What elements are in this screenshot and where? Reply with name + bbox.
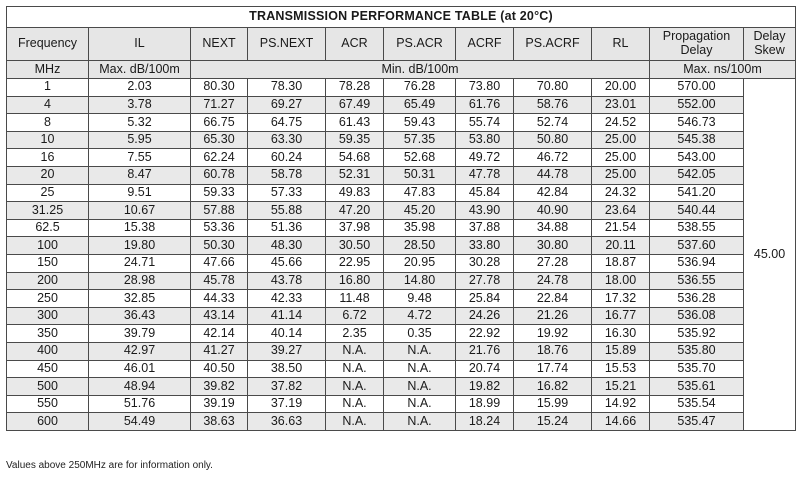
cell-ps-acr: N.A. (384, 378, 456, 396)
cell-frequency: 1 (7, 79, 89, 97)
cell-next: 80.30 (191, 79, 248, 97)
cell-next: 39.82 (191, 378, 248, 396)
cell-ps-acr: 47.83 (384, 184, 456, 202)
cell-propagation-delay: 536.28 (650, 290, 744, 308)
cell-acr: 49.83 (326, 184, 384, 202)
cell-acrf: 33.80 (456, 237, 514, 255)
cell-next: 41.27 (191, 342, 248, 360)
cell-frequency: 150 (7, 254, 89, 272)
header-il: IL (89, 28, 191, 61)
cell-acrf: 18.99 (456, 395, 514, 413)
table-row (7, 131, 796, 149)
cell-acrf: 61.76 (456, 96, 514, 114)
cell-frequency: 25 (7, 184, 89, 202)
table-row (7, 79, 796, 97)
cell-rl: 24.32 (592, 184, 650, 202)
cell-next: 47.66 (191, 254, 248, 272)
cell-ps-acr: N.A. (384, 360, 456, 378)
cell-next: 40.50 (191, 360, 248, 378)
cell-ps-acrf: 46.72 (514, 149, 592, 167)
cell-ps-next: 57.33 (248, 184, 326, 202)
transmission-performance-table (6, 6, 796, 431)
cell-il: 24.71 (89, 254, 191, 272)
cell-ps-next: 37.19 (248, 395, 326, 413)
unit-frequency: MHz (7, 61, 89, 79)
cell-propagation-delay: 535.54 (650, 395, 744, 413)
cell-ps-acrf: 70.80 (514, 79, 592, 97)
cell-il: 15.38 (89, 219, 191, 237)
cell-rl: 15.89 (592, 342, 650, 360)
cell-rl: 20.11 (592, 237, 650, 255)
column-header-row (7, 28, 796, 61)
cell-rl: 14.66 (592, 413, 650, 431)
cell-frequency: 20 (7, 166, 89, 184)
cell-ps-next: 78.30 (248, 79, 326, 97)
cell-il: 5.32 (89, 114, 191, 132)
cell-ps-acr: 57.35 (384, 131, 456, 149)
table-row (7, 307, 796, 325)
unit-il: Max. dB/100m (89, 61, 191, 79)
cell-ps-next: 36.63 (248, 413, 326, 431)
cell-acrf: 25.84 (456, 290, 514, 308)
cell-ps-acr: 35.98 (384, 219, 456, 237)
unit-min-db: Min. dB/100m (191, 61, 650, 79)
cell-il: 36.43 (89, 307, 191, 325)
cell-acr: 11.48 (326, 290, 384, 308)
cell-ps-acr: 9.48 (384, 290, 456, 308)
cell-il: 54.49 (89, 413, 191, 431)
cell-next: 42.14 (191, 325, 248, 343)
table-title: TRANSMISSION PERFORMANCE TABLE (at 20°C) (7, 7, 796, 28)
table-row (7, 395, 796, 413)
cell-ps-next: 39.27 (248, 342, 326, 360)
cell-ps-acr: N.A. (384, 413, 456, 431)
cell-acrf: 47.78 (456, 166, 514, 184)
cell-frequency: 16 (7, 149, 89, 167)
cell-ps-acr: 45.20 (384, 202, 456, 220)
cell-frequency: 4 (7, 96, 89, 114)
cell-acr: 30.50 (326, 237, 384, 255)
cell-acrf: 37.88 (456, 219, 514, 237)
cell-acr: N.A. (326, 413, 384, 431)
cell-acrf: 49.72 (456, 149, 514, 167)
cell-frequency: 62.5 (7, 219, 89, 237)
cell-frequency: 200 (7, 272, 89, 290)
cell-frequency: 8 (7, 114, 89, 132)
cell-il: 9.51 (89, 184, 191, 202)
cell-rl: 15.53 (592, 360, 650, 378)
cell-propagation-delay: 570.00 (650, 79, 744, 97)
cell-ps-acrf: 18.76 (514, 342, 592, 360)
cell-acr: 78.28 (326, 79, 384, 97)
cell-acrf: 18.24 (456, 413, 514, 431)
table-row (7, 254, 796, 272)
cell-il: 39.79 (89, 325, 191, 343)
cell-rl: 14.92 (592, 395, 650, 413)
cell-rl: 16.30 (592, 325, 650, 343)
cell-rl: 25.00 (592, 166, 650, 184)
header-propagation-delay: Propagation Delay (650, 28, 744, 61)
cell-il: 3.78 (89, 96, 191, 114)
cell-ps-acr: 52.68 (384, 149, 456, 167)
header-ps-acr: PS.ACR (384, 28, 456, 61)
cell-ps-acr: 4.72 (384, 307, 456, 325)
cell-propagation-delay: 535.61 (650, 378, 744, 396)
cell-il: 5.95 (89, 131, 191, 149)
cell-ps-next: 48.30 (248, 237, 326, 255)
cell-ps-acrf: 16.82 (514, 378, 592, 396)
cell-acr: 37.98 (326, 219, 384, 237)
cell-il: 46.01 (89, 360, 191, 378)
cell-ps-acrf: 24.78 (514, 272, 592, 290)
cell-il: 7.55 (89, 149, 191, 167)
cell-acrf: 19.82 (456, 378, 514, 396)
cell-frequency: 400 (7, 342, 89, 360)
cell-acrf: 55.74 (456, 114, 514, 132)
cell-ps-next: 45.66 (248, 254, 326, 272)
cell-acrf: 21.76 (456, 342, 514, 360)
cell-ps-next: 60.24 (248, 149, 326, 167)
cell-acrf: 53.80 (456, 131, 514, 149)
cell-next: 53.36 (191, 219, 248, 237)
cell-frequency: 10 (7, 131, 89, 149)
table-row (7, 342, 796, 360)
table-row (7, 149, 796, 167)
table-row (7, 237, 796, 255)
cell-propagation-delay: 543.00 (650, 149, 744, 167)
cell-ps-acrf: 27.28 (514, 254, 592, 272)
cell-next: 50.30 (191, 237, 248, 255)
cell-next: 65.30 (191, 131, 248, 149)
cell-ps-acr: N.A. (384, 395, 456, 413)
cell-acr: N.A. (326, 360, 384, 378)
cell-rl: 17.32 (592, 290, 650, 308)
cell-frequency: 350 (7, 325, 89, 343)
cell-propagation-delay: 541.20 (650, 184, 744, 202)
cell-frequency: 100 (7, 237, 89, 255)
cell-ps-acrf: 30.80 (514, 237, 592, 255)
cell-acr: 2.35 (326, 325, 384, 343)
cell-ps-acr: 65.49 (384, 96, 456, 114)
cell-acr: 52.31 (326, 166, 384, 184)
cell-rl: 23.01 (592, 96, 650, 114)
cell-next: 59.33 (191, 184, 248, 202)
cell-rl: 23.64 (592, 202, 650, 220)
cell-ps-acrf: 19.92 (514, 325, 592, 343)
cell-propagation-delay: 552.00 (650, 96, 744, 114)
cell-ps-next: 63.30 (248, 131, 326, 149)
cell-propagation-delay: 535.70 (650, 360, 744, 378)
cell-acrf: 20.74 (456, 360, 514, 378)
table-body (7, 79, 796, 431)
cell-rl: 16.77 (592, 307, 650, 325)
cell-il: 2.03 (89, 79, 191, 97)
cell-next: 57.88 (191, 202, 248, 220)
table-row (7, 202, 796, 220)
table-row (7, 272, 796, 290)
cell-acrf: 22.92 (456, 325, 514, 343)
table-row (7, 219, 796, 237)
cell-ps-next: 41.14 (248, 307, 326, 325)
table-row (7, 325, 796, 343)
cell-next: 43.14 (191, 307, 248, 325)
cell-propagation-delay: 540.44 (650, 202, 744, 220)
cell-ps-acr: 59.43 (384, 114, 456, 132)
cell-rl: 20.00 (592, 79, 650, 97)
cell-ps-next: 38.50 (248, 360, 326, 378)
cell-acr: N.A. (326, 342, 384, 360)
cell-propagation-delay: 535.80 (650, 342, 744, 360)
cell-ps-acr: 76.28 (384, 79, 456, 97)
cell-frequency: 500 (7, 378, 89, 396)
cell-ps-next: 58.78 (248, 166, 326, 184)
cell-ps-next: 64.75 (248, 114, 326, 132)
cell-ps-acrf: 15.99 (514, 395, 592, 413)
header-next: NEXT (191, 28, 248, 61)
unit-delay: Max. ns/100m (650, 61, 796, 79)
table-row (7, 184, 796, 202)
cell-ps-acrf: 42.84 (514, 184, 592, 202)
cell-acr: 67.49 (326, 96, 384, 114)
cell-delay-skew: 45.00 (744, 79, 796, 431)
cell-next: 60.78 (191, 166, 248, 184)
cell-ps-acrf: 44.78 (514, 166, 592, 184)
cell-ps-acrf: 40.90 (514, 202, 592, 220)
cell-acr: 6.72 (326, 307, 384, 325)
cell-propagation-delay: 536.55 (650, 272, 744, 290)
cell-ps-next: 55.88 (248, 202, 326, 220)
header-frequency: Frequency (7, 28, 89, 61)
cell-frequency: 600 (7, 413, 89, 431)
cell-ps-next: 43.78 (248, 272, 326, 290)
cell-acrf: 73.80 (456, 79, 514, 97)
cell-acr: 54.68 (326, 149, 384, 167)
cell-acrf: 45.84 (456, 184, 514, 202)
cell-propagation-delay: 538.55 (650, 219, 744, 237)
cell-ps-acrf: 15.24 (514, 413, 592, 431)
cell-rl: 25.00 (592, 131, 650, 149)
cell-acr: N.A. (326, 395, 384, 413)
cell-propagation-delay: 536.94 (650, 254, 744, 272)
cell-il: 48.94 (89, 378, 191, 396)
header-rl: RL (592, 28, 650, 61)
cell-propagation-delay: 536.08 (650, 307, 744, 325)
cell-next: 45.78 (191, 272, 248, 290)
cell-frequency: 450 (7, 360, 89, 378)
cell-ps-next: 42.33 (248, 290, 326, 308)
cell-rl: 21.54 (592, 219, 650, 237)
cell-frequency: 300 (7, 307, 89, 325)
header-ps-next: PS.NEXT (248, 28, 326, 61)
table-row (7, 96, 796, 114)
cell-next: 66.75 (191, 114, 248, 132)
cell-propagation-delay: 537.60 (650, 237, 744, 255)
cell-next: 38.63 (191, 413, 248, 431)
cell-il: 10.67 (89, 202, 191, 220)
cell-acrf: 24.26 (456, 307, 514, 325)
table-row (7, 114, 796, 132)
cell-ps-acrf: 50.80 (514, 131, 592, 149)
cell-next: 44.33 (191, 290, 248, 308)
cell-ps-acr: 20.95 (384, 254, 456, 272)
cell-ps-acr: 50.31 (384, 166, 456, 184)
cell-next: 39.19 (191, 395, 248, 413)
cell-propagation-delay: 545.38 (650, 131, 744, 149)
cell-ps-acr: 28.50 (384, 237, 456, 255)
cell-ps-acrf: 22.84 (514, 290, 592, 308)
header-acr: ACR (326, 28, 384, 61)
cell-rl: 24.52 (592, 114, 650, 132)
cell-acrf: 27.78 (456, 272, 514, 290)
cell-acr: 47.20 (326, 202, 384, 220)
cell-il: 32.85 (89, 290, 191, 308)
header-ps-acrf: PS.ACRF (514, 28, 592, 61)
cell-ps-next: 69.27 (248, 96, 326, 114)
cell-rl: 25.00 (592, 149, 650, 167)
cell-propagation-delay: 535.92 (650, 325, 744, 343)
units-row (7, 61, 796, 79)
cell-il: 42.97 (89, 342, 191, 360)
cell-acr: 22.95 (326, 254, 384, 272)
cell-frequency: 250 (7, 290, 89, 308)
cell-ps-next: 40.14 (248, 325, 326, 343)
cell-next: 71.27 (191, 96, 248, 114)
cell-frequency: 31.25 (7, 202, 89, 220)
cell-rl: 18.00 (592, 272, 650, 290)
cell-ps-acr: N.A. (384, 342, 456, 360)
cell-ps-next: 37.82 (248, 378, 326, 396)
cell-acr: 59.35 (326, 131, 384, 149)
table-row (7, 360, 796, 378)
footnote: Values above 250MHz are for information only. (6, 460, 213, 471)
cell-il: 8.47 (89, 166, 191, 184)
cell-ps-acrf: 21.26 (514, 307, 592, 325)
cell-frequency: 550 (7, 395, 89, 413)
cell-acr: 16.80 (326, 272, 384, 290)
cell-ps-acrf: 34.88 (514, 219, 592, 237)
cell-next: 62.24 (191, 149, 248, 167)
header-acrf: ACRF (456, 28, 514, 61)
cell-acrf: 43.90 (456, 202, 514, 220)
cell-propagation-delay: 542.05 (650, 166, 744, 184)
cell-ps-acr: 14.80 (384, 272, 456, 290)
cell-acr: N.A. (326, 378, 384, 396)
cell-ps-acr: 0.35 (384, 325, 456, 343)
cell-il: 28.98 (89, 272, 191, 290)
cell-il: 51.76 (89, 395, 191, 413)
table-row (7, 413, 796, 431)
header-delay-skew: Delay Skew (744, 28, 796, 61)
cell-propagation-delay: 546.73 (650, 114, 744, 132)
cell-ps-acrf: 17.74 (514, 360, 592, 378)
table-container (6, 6, 795, 431)
cell-ps-acrf: 52.74 (514, 114, 592, 132)
cell-rl: 18.87 (592, 254, 650, 272)
cell-propagation-delay: 535.47 (650, 413, 744, 431)
cell-ps-acrf: 58.76 (514, 96, 592, 114)
cell-acrf: 30.28 (456, 254, 514, 272)
cell-rl: 15.21 (592, 378, 650, 396)
cell-acr: 61.43 (326, 114, 384, 132)
table-row (7, 290, 796, 308)
table-row (7, 166, 796, 184)
cell-ps-next: 51.36 (248, 219, 326, 237)
cell-il: 19.80 (89, 237, 191, 255)
table-row (7, 378, 796, 396)
